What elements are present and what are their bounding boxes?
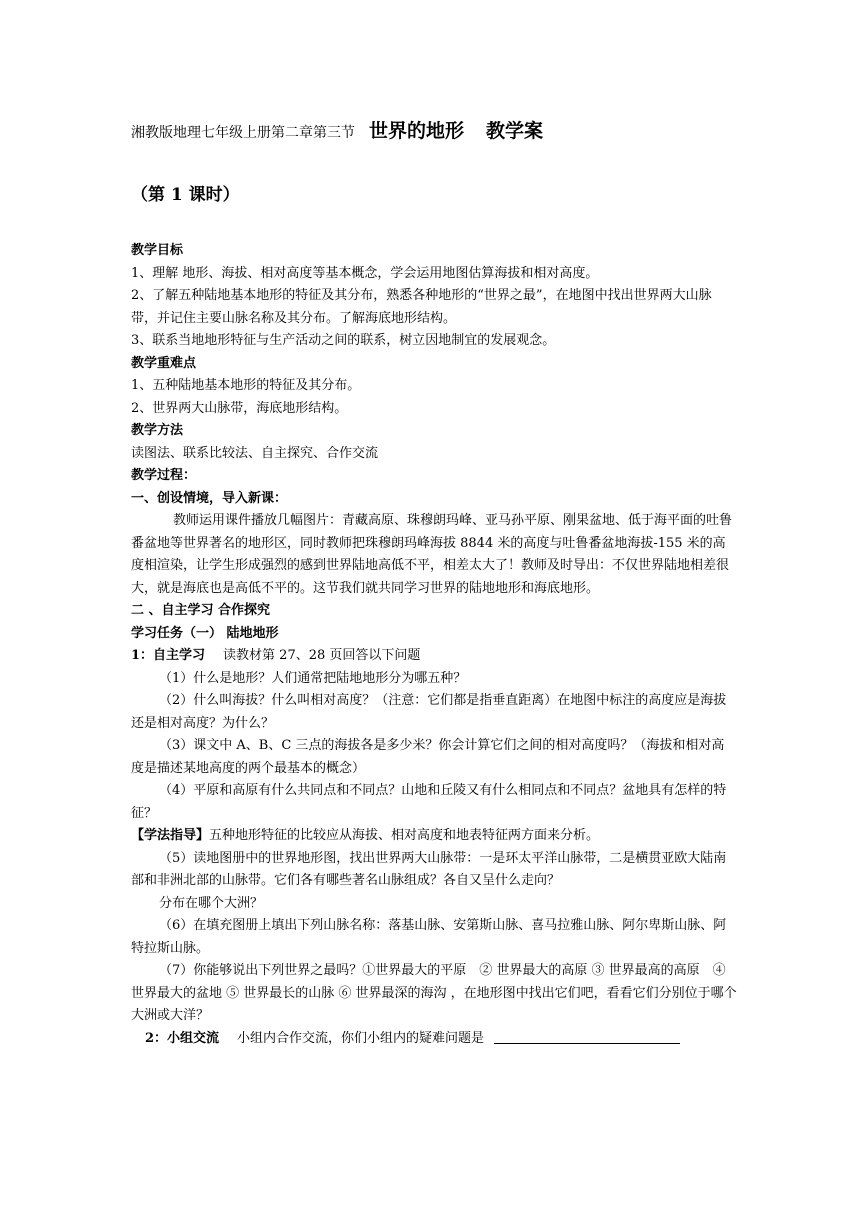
question-7: （7）你能够说出下列世界之最吗？①世界最大的平原 ② 世界最大的高原 ③ 世界最高的高原 ④ 世界最大的盆地 ⑤ 世界最长的山脉 ⑥ 世界最深的海沟 ，在地形图中找出它们吧，看看它们分别位于哪个大洲或大洋？ [131,963,739,1023]
document-title [131,116,543,143]
process-heading: 教学过程： [131,468,197,483]
group-discussion-line [131,1028,737,1051]
task-1-heading: 学习任务（一） 陆地地形 [131,625,279,641]
document-body [131,240,737,1050]
answer-blank[interactable] [494,1029,680,1044]
question-6: （6）在填充图册上填出下列山脉名称：落基山脉、安第斯山脉、喜马拉雅山脉、阿尔卑斯山脉、阿特拉斯山脉。 [131,918,727,956]
study-guide [131,825,737,848]
self-study-text: 读教材第 27、28 页回答以下问题 [223,648,421,663]
question-5: （5）读地图册中的世界地形图，找出世界两大山脉带：一是环太平洋山脉带，二是横贯亚欧大陆南部和非洲北部的山脉带。它们各有哪些著名山脉组成？各自又呈什么走向？ [131,850,727,888]
question-5-continued: 分布在哪个大洲？ [159,895,264,911]
self-study-line [131,645,737,668]
objective-item-2: 2、了解五种陆地基本地形的特征及其分布，熟悉各种地形的“世界之最”，在地图中找出世界两大山脉带，并记住主要山脉名称及其分布。了解海底地形结构。 [131,288,712,326]
objectives-heading: 教学目标 [131,243,184,258]
study-guide-label: 【学法指导】 [131,828,210,843]
key-point-item-1: 1、五种陆地基本地形的特征及其分布。 [131,378,361,393]
title-main: 世界的地形 [369,120,465,142]
section-1-heading: 一、创设情境，导入新课： [131,490,288,506]
question-1: （1）什么是地形？人们通常把陆地地形分为哪五种？ [159,670,467,686]
section-1-text: 教师运用课件播放几幅图片：青藏高原、珠穆朗玛峰、亚马孙平原、刚果盆地、低于海平面的吐鲁番盆地等世界著名的地形区，同时教师把珠穆朗玛峰海拔 8844 米的高度与吐鲁番盆地海拔-155 米的高度相渲染，让学生形成强烈的感到世界陆地高低不平，相差太大了！教师及时导出：不仅世界陆地相差很大，就是海底也是高低不平的。这节我们就共同学习世界的陆地地形和海底地形。 [131,513,733,596]
question-3: （3）课文中 A、B、C 三点的海拔各是多少米？你会计算它们之间的相对高度吗？（海拔和相对高度是描述某地高度的两个最基本的概念） [131,738,725,776]
group-discussion-label: 2：小组交流 [145,1030,220,1046]
section-2-heading: 二 、自主学习 合作探究 [131,603,271,618]
methods-text: 读图法、联系比较法、自主探究、合作交流 [131,445,379,461]
question-2: （2）什么叫海拔？什么叫相对高度？（注意：它们都是指垂直距离）在地图中标注的高度应是海拔还是相对高度？为什么？ [131,693,727,731]
key-point-item-2: 2、世界两大山脉带，海底地形结构。 [131,400,348,416]
key-points-heading: 教学重难点 [131,355,197,371]
methods-heading: 教学方法 [131,423,184,438]
group-discussion-text: 小组内合作交流，你们小组内的疑难问题是 [237,1030,485,1046]
question-4: （4）平原和高原有什么共同点和不同点？山地和丘陵又有什么相同点和不同点？盆地具有怎样的特征？ [131,783,727,821]
study-guide-text: 五种地形特征的比较应从海拔、相对高度和地表特征两方面来分析。 [209,828,600,843]
title-prefix: 湘教版地理七年级上册第二章第三节 [131,125,355,141]
title-suffix: 教学案 [486,120,544,142]
objective-item-1: 1、理解 地形、海拔、相对高度等基本概念，学会运用地图估算海拔和相对高度。 [131,265,599,281]
objective-item-3: 3、联系当地地形特征与生产活动之间的联系，树立因地制宜的发展观念。 [131,333,556,348]
self-study-label: 1：自主学习 [131,648,206,663]
lesson-number: （第 1 课时） [131,185,240,205]
